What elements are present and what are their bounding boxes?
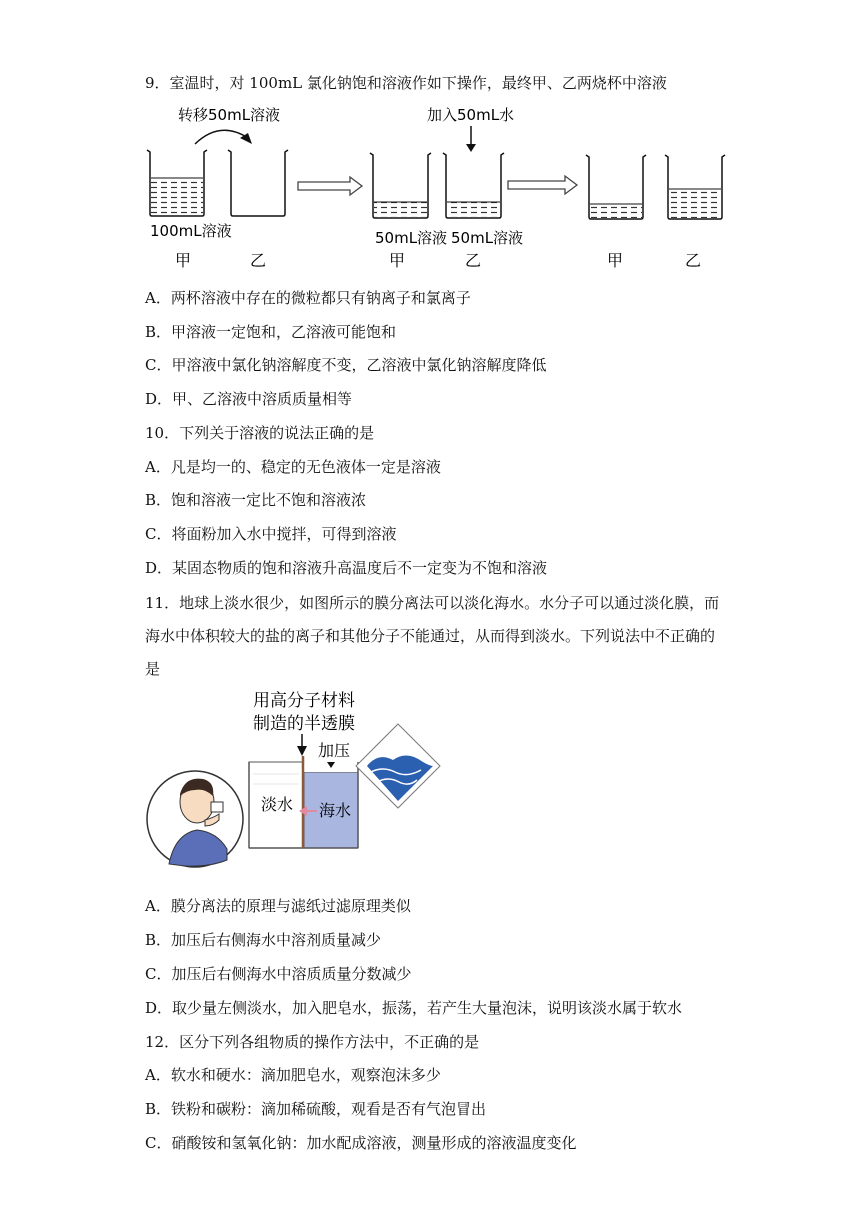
beaker-yi-3	[665, 155, 725, 219]
label-jia-3: 甲	[607, 251, 624, 270]
q9-option-d: D．甲、乙溶液中溶质质量相等	[145, 390, 353, 408]
beaker-jia-1	[147, 150, 207, 216]
q11-stem-line-1: 11．地球上淡水很少，如图所示的膜分离法可以淡化海水。水分子可以通过淡化膜，而	[145, 594, 720, 612]
transfer-arrow	[195, 130, 248, 144]
membrane-label-line-2: 制造的半透膜	[253, 714, 355, 734]
q10-option-d: D．某固态物质的饱和溶液升高温度后不一定变为不饱和溶液	[145, 559, 548, 577]
label-yi-3: 乙	[685, 251, 702, 270]
label-jia-2: 甲	[389, 251, 406, 270]
q11-stem-line-2: 海水中体积较大的盐的离子和其他分子不能通过，从而得到淡水。下列说法中不正确的	[145, 627, 716, 645]
q10-option-a: A．凡是均一的、稳定的无色液体一定是溶液	[145, 458, 441, 476]
add-water-label: 加入50mL水	[427, 106, 515, 124]
process-arrow-2	[508, 176, 577, 194]
q9-option-a: A．两杯溶液中存在的微粒都只有钠离子和氯离子	[145, 289, 471, 307]
seawater-label: 海水	[319, 801, 352, 820]
fresh-water-label: 淡水	[261, 795, 294, 814]
vol-50-b-label: 50mL溶液	[451, 229, 524, 247]
vol-50-a-label: 50mL溶液	[375, 229, 448, 247]
label-yi-2: 乙	[465, 251, 482, 270]
q9-option-b: B．甲溶液一定饱和，乙溶液可能饱和	[145, 323, 397, 341]
q12-option-c: C．硝酸铵和氢氧化钠：加水配成溶液，测量形成的溶液温度变化	[145, 1134, 577, 1152]
q10-stem: 10．下列关于溶液的说法正确的是	[145, 424, 375, 442]
q12-option-b: B．铁粉和碳粉：滴加稀硫酸，观看是否有气泡冒出	[145, 1100, 487, 1118]
label-yi-1: 乙	[250, 251, 267, 270]
q9-option-c: C．甲溶液中氯化钠溶解度不变，乙溶液中氯化钠溶解度降低	[145, 356, 547, 374]
q10-option-b: B．饱和溶液一定比不饱和溶液浓	[145, 491, 367, 509]
ocean-wave-icon	[356, 724, 440, 808]
transfer-label: 转移50mL溶液	[178, 106, 281, 124]
person-drinking-illustration	[147, 771, 243, 867]
q9-stem: 9．室温时，对 100mL 氯化钠饱和溶液作如下操作，最终甲、乙两烧杯中溶液	[145, 74, 667, 92]
q12-option-a: A．软水和硬水：滴加肥皂水，观察泡沫多少	[145, 1066, 441, 1084]
process-arrow-1	[298, 177, 362, 195]
q9-beaker-figure	[140, 100, 740, 272]
q11-option-a: A．膜分离法的原理与滤纸过滤原理类似	[145, 897, 411, 915]
beaker-jia-3	[586, 155, 646, 219]
q11-membrane-figure	[145, 684, 445, 884]
beaker-yi-1	[228, 150, 288, 216]
q10-option-c: C．将面粉加入水中搅拌，可得到溶液	[145, 525, 397, 543]
q11-option-b: B．加压后右侧海水中溶剂质量减少	[145, 931, 382, 949]
beaker-yi-2	[443, 153, 504, 218]
q11-stem-line-3: 是	[145, 660, 161, 678]
q11-option-d: D．取少量左侧淡水，加入肥皂水，振荡，若产生大量泡沫，说明该淡水属于软水	[145, 999, 683, 1017]
vol-100-label: 100mL溶液	[150, 222, 232, 240]
pressure-label: 加压	[318, 741, 351, 760]
membrane-label-line-1: 用高分子材料	[253, 691, 355, 711]
beaker-jia-2	[370, 153, 431, 218]
q12-stem: 12．区分下列各组物质的操作方法中，不正确的是	[145, 1033, 480, 1051]
q11-option-c: C．加压后右侧海水中溶质质量分数减少	[145, 965, 412, 983]
label-jia-1: 甲	[175, 251, 192, 270]
